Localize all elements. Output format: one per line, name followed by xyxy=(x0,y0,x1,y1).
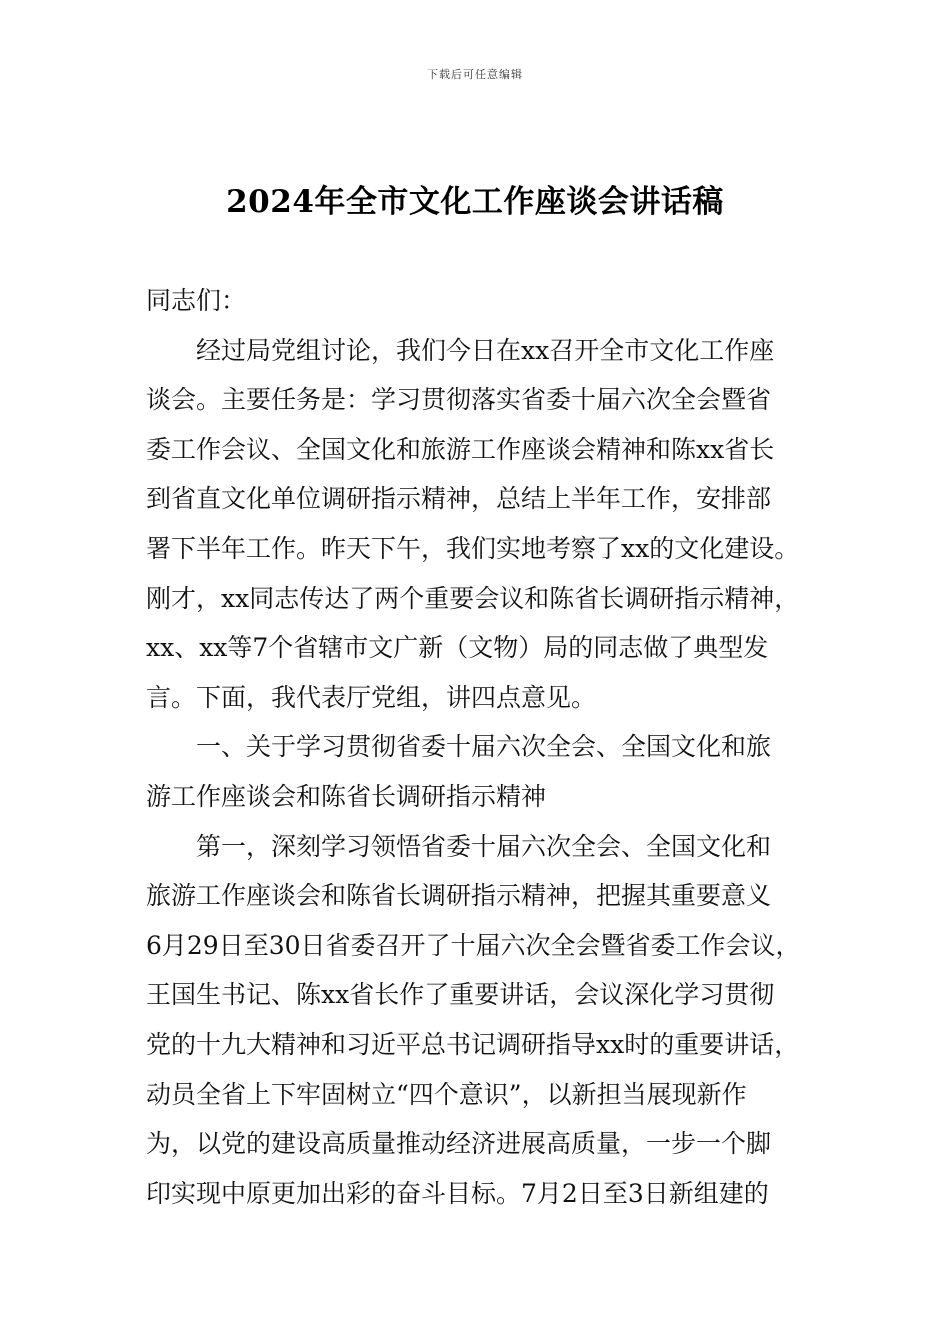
body-line: 6月29日至30日省委召开了十届六次全会暨省委工作会议， xyxy=(146,930,801,960)
body-line: 委工作会议、全国文化和旅游工作座谈会精神和陈xx省长 xyxy=(146,434,775,464)
body-line: 为，以党的建设高质量推动经济进展高质量，一步一个脚 xyxy=(146,1129,772,1159)
body-line: 到省直文化单位调研指示精神，总结上半年工作，安排部 xyxy=(146,484,772,514)
header-note: 下载后可任意编辑 xyxy=(427,68,523,81)
body-line: 第一，深刻学习领悟省委十届六次全会、全国文化和 xyxy=(146,831,772,861)
body-line: 王国生书记、陈xx省长作了重要讲话，会议深化学习贯彻 xyxy=(146,980,775,1010)
body-line: 刚才，xx同志传达了两个重要会议和陈省长调研指示精神， xyxy=(146,583,800,613)
body-line: 党的十九大精神和习近平总书记调研指导xx时的重要讲话， xyxy=(146,1029,800,1059)
body-line: 谈会。主要任务是：学习贯彻落实省委十届六次全会暨省 xyxy=(146,385,772,415)
document-title: 2024年全市文化工作座谈会讲话稿 xyxy=(226,184,724,220)
body-line: xx、xx等7个省辖市文广新（文物）局的同志做了典型发 xyxy=(146,633,769,663)
document-body xyxy=(146,276,826,1218)
body-line: 旅游工作座谈会和陈省长调研指示精神，把握其重要意义 xyxy=(146,881,772,911)
body-line: 同志们： xyxy=(146,286,247,315)
body-line: 游工作座谈会和陈省长调研指示精神 xyxy=(146,781,547,811)
body-line: 动员全省上下牢固树立“四个意识”，以新担当展现新作 xyxy=(146,1079,747,1109)
body-line: 印实现中原更加出彩的奋斗目标。7月2日至3日新组建的 xyxy=(146,1178,769,1208)
body-line: 言。下面，我代表厅党组，讲四点意见。 xyxy=(146,682,597,712)
body-line: 一、关于学习贯彻省委十届六次全会、全国文化和旅 xyxy=(146,732,772,762)
body-line: 经过局党组讨论，我们今日在xx召开全市文化工作座 xyxy=(146,335,775,365)
body-line: 署下半年工作。昨天下午，我们实地考察了xx的文化建设。 xyxy=(146,533,800,563)
